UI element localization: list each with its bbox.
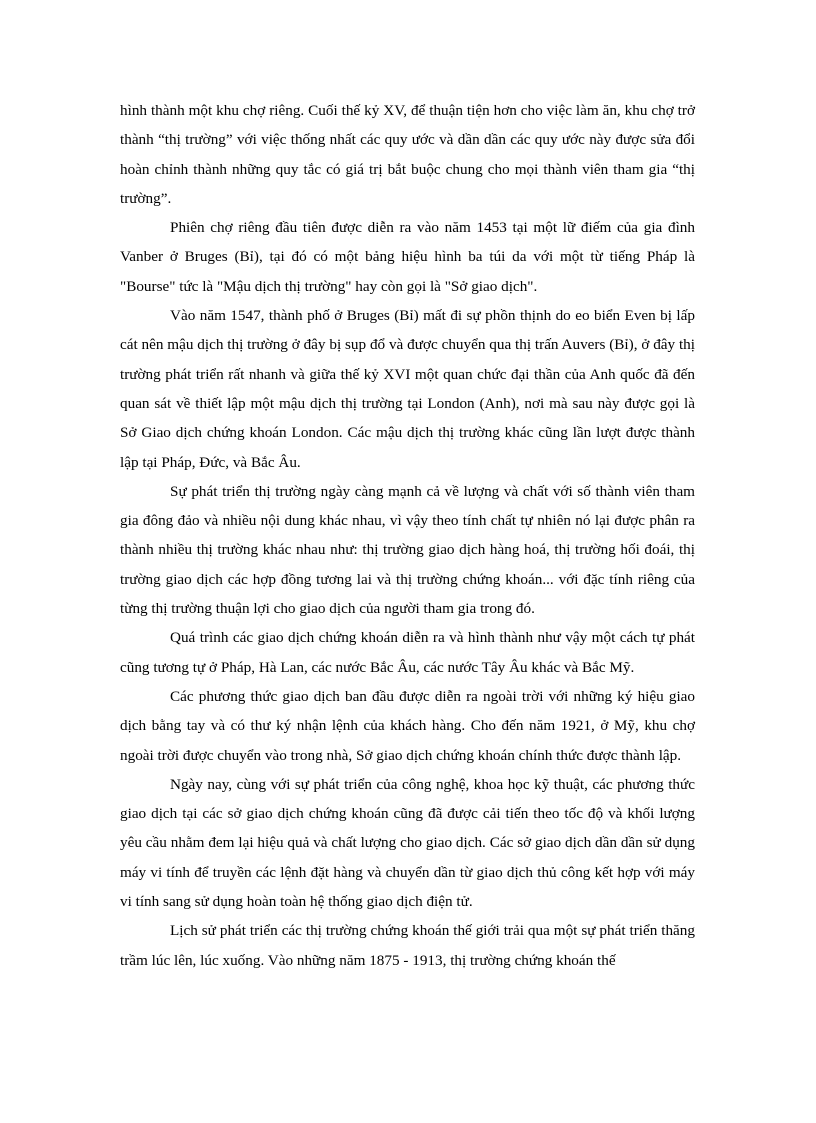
document-page bbox=[120, 96, 695, 975]
paragraph-7: Ngày nay, cùng với sự phát triển của công nghệ, khoa học kỹ thuật, các phương thức giao dịch tại các sở giao dịch chứng khoán cũng đã được cải tiến theo tốc độ và khối lượng yêu cầu nhằm đem lại hiệu quả và chất lượng cho giao dịch. Các sở giao dịch dần dần sử dụng máy vi tính để truyền các lệnh đặt hàng và chuyển dần từ giao dịch thủ công kết hợp với máy vi tính sang sử dụng hoàn toàn hệ thống giao dịch điện tử. bbox=[120, 775, 695, 911]
paragraph-5: Quá trình các giao dịch chứng khoán diễn ra và hình thành như vậy một cách tự phát cũng tương tự ở Pháp, Hà Lan, các nước Bắc Âu, các nước Tây Âu khác và Bắc Mỹ. bbox=[120, 629, 695, 676]
paragraph-3: Vào năm 1547, thành phố ở Bruges (Bỉ) mất đi sự phồn thịnh do eo biển Even bị lấp cát nên mậu dịch thị trường ở đây bị sụp đổ và được chuyển qua thị trấn Auvers (Bỉ), ở đây thị trường phát triển rất nhanh và giữa thế kỷ XVI một quan chức đại thần của Anh quốc đã đến quan sát về thiết lập một mậu dịch thị trường tại London (Anh), nơi mà sau này được gọi là Sở Giao dịch chứng khoán London. Các mậu dịch thị trường khác cũng lần lượt được thành lập tại Pháp, Đức, và Bắc Âu. bbox=[120, 307, 695, 471]
paragraph-8: Lịch sử phát triển các thị trường chứng khoán thế giới trải qua một sự phát triển thăng trầm lúc lên, lúc xuống. Vào những năm 1875 - 1913, thị trường chứng khoán thế bbox=[120, 922, 695, 969]
paragraph-2: Phiên chợ riêng đầu tiên được diễn ra vào năm 1453 tại một lữ điếm của gia đình Vanber ở Bruges (Bỉ), tại đó có một bảng hiệu hình ba túi da với một từ tiếng Pháp là "Bourse" tức là "Mậu dịch thị trường" hay còn gọi là "Sở giao dịch". bbox=[120, 219, 695, 295]
paragraph-6: Các phương thức giao dịch ban đầu được diễn ra ngoài trời với những ký hiệu giao dịch bằng tay và có thư ký nhận lệnh của khách hàng. Cho đến năm 1921, ở Mỹ, khu chợ ngoài trời được chuyển vào trong nhà, Sở giao dịch chứng khoán chính thức được thành lập. bbox=[120, 687, 695, 764]
paragraph-4: Sự phát triển thị trường ngày càng mạnh cả về lượng và chất với số thành viên tham gia đông đảo và nhiều nội dung khác nhau, vì vậy theo tính chất tự nhiên nó lại được phân ra thành nhiều thị trường khác nhau như: thị trường giao dịch hàng hoá, thị trường hối đoái, thị trường giao dịch các hợp đồng tương lai và thị trường chứng khoán... với đặc tính riêng của từng thị trường thuận lợi cho giao dịch của người tham gia trong đó. bbox=[120, 482, 695, 618]
paragraph-1: hình thành một khu chợ riêng. Cuối thế kỷ XV, để thuận tiện hơn cho việc làm ăn, khu chợ trở thành “thị trường” với việc thống nhất các quy ước và dần dần các quy ước này được sửa đổi hoàn chỉnh thành những quy tắc có giá trị bắt buộc chung cho mọi thành viên tham gia “thị trường”. bbox=[120, 102, 695, 207]
